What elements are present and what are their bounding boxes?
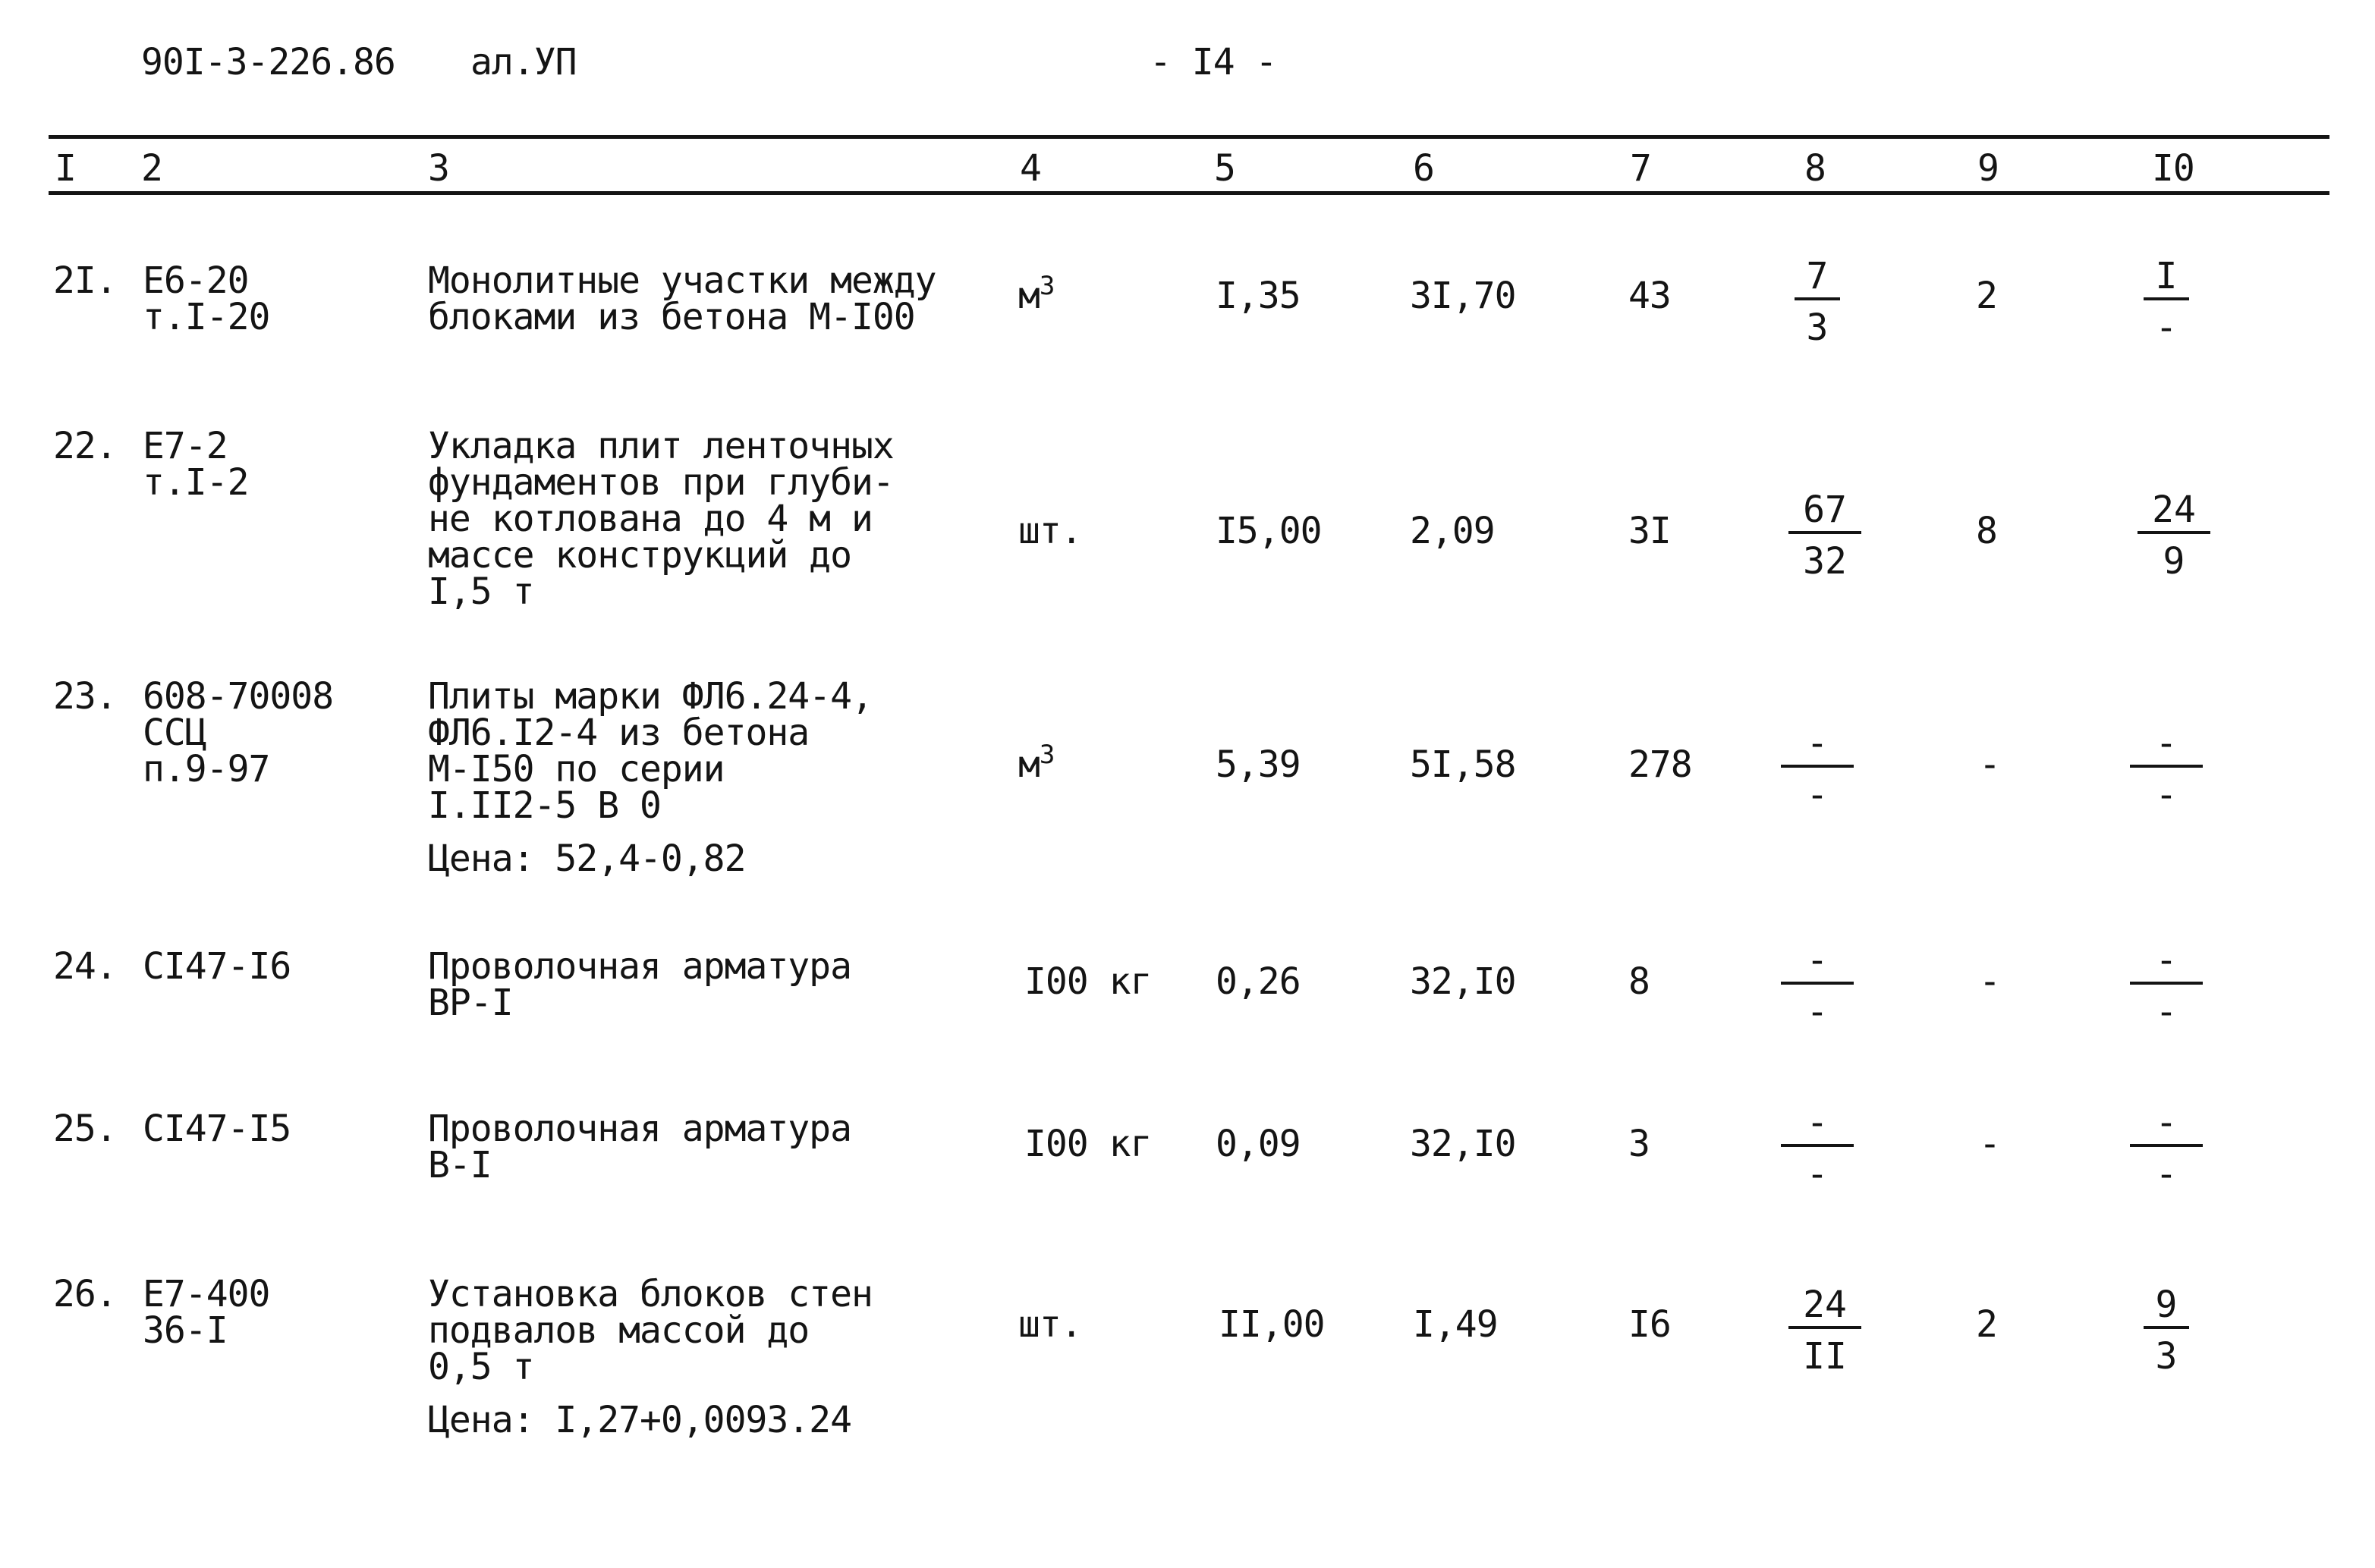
row-number: 2I.: [53, 259, 117, 302]
fraction-bar: [2130, 765, 2203, 768]
unit-cost: 32,I0: [1410, 1123, 1516, 1165]
document-code: 90I-3-226.86: [141, 41, 395, 83]
col8-numerator: -: [1806, 722, 1829, 765]
col8-numerator: 7: [1806, 255, 1829, 297]
col9-value: 2: [1976, 275, 1997, 317]
col10-denominator: -: [2155, 991, 2178, 1033]
norm-code: E7-2 т.I-2: [143, 425, 249, 504]
col9-value: 8: [1976, 510, 1997, 552]
column-header-3: 3: [428, 147, 449, 190]
fraction-bar: [1781, 982, 1854, 985]
col10-denominator: 9: [2163, 540, 2185, 583]
fraction-bar: [1788, 1326, 1861, 1329]
work-description: Укладка плит ленточных фундаментов при глуби- не котлована до 4 м и массе конструкций до I,5 т: [428, 425, 894, 613]
quantity: I5,00: [1216, 510, 1322, 552]
norm-code: E7-400 36-I: [143, 1273, 270, 1352]
col8-fraction: [1768, 1101, 1867, 1196]
unit: шт.: [1018, 510, 1082, 552]
quantity: I,35: [1216, 275, 1301, 317]
col8-fraction: [1776, 1284, 1874, 1378]
column-header-10: I0: [2152, 147, 2194, 190]
table-top-rule: [49, 135, 2329, 139]
col8-denominator: 32: [1803, 540, 1847, 583]
column-header-7: 7: [1630, 147, 1651, 190]
col10-numerator: -: [2155, 722, 2178, 765]
unit: I00 кг: [1024, 1123, 1152, 1165]
col8-fraction: [1768, 939, 1867, 1033]
col8-fraction: [1776, 489, 1874, 583]
work-description: Монолитные участки между блоками из бетона М-I00: [428, 259, 936, 338]
col10-numerator: 9: [2155, 1284, 2178, 1326]
col10-denominator: -: [2155, 1153, 2178, 1196]
work-description: Проволочная арматура В-I: [428, 1108, 851, 1186]
total-cost: 43: [1628, 275, 1671, 317]
col8-numerator: -: [1806, 939, 1829, 982]
unit: I00 кг: [1024, 960, 1152, 1003]
quantity: 5,39: [1216, 743, 1301, 786]
norm-code: CI47-I5: [143, 1108, 291, 1150]
row-number: 22.: [53, 425, 117, 467]
work-description: Проволочная арматура ВР-I: [428, 945, 851, 1024]
row-number: 26.: [53, 1273, 117, 1315]
col10-numerator: -: [2155, 1101, 2178, 1144]
unit: $м^3$: [1018, 740, 1055, 786]
col10-numerator: I: [2155, 255, 2178, 297]
col8-numerator: -: [1806, 1101, 1829, 1144]
column-header-1: I: [55, 147, 76, 190]
fraction-bar: [2144, 1326, 2189, 1329]
unit-cost: I,49: [1413, 1303, 1498, 1346]
col8-numerator: 67: [1803, 489, 1847, 531]
col10-fraction: [2117, 722, 2216, 816]
column-header-6: 6: [1413, 147, 1434, 190]
col10-numerator: -: [2155, 939, 2178, 982]
total-cost: 3I: [1628, 510, 1671, 552]
quantity: 0,26: [1216, 960, 1301, 1003]
col8-fraction: [1768, 255, 1867, 349]
fraction-bar: [1781, 1144, 1854, 1147]
fraction-bar: [2130, 1144, 2203, 1147]
column-header-5: 5: [1214, 147, 1235, 190]
col10-denominator: -: [2155, 306, 2178, 349]
col9-value: 2: [1976, 1303, 1997, 1346]
table-header-rule: [49, 191, 2329, 195]
total-cost: 278: [1628, 743, 1692, 786]
column-header-4: 4: [1020, 147, 1041, 190]
col8-denominator: II: [1803, 1335, 1847, 1378]
unit-cost: 3I,70: [1410, 275, 1516, 317]
fraction-bar: [2130, 982, 2203, 985]
fraction-bar: [1795, 297, 1840, 300]
col10-fraction: [2125, 489, 2223, 583]
col10-fraction: [2117, 939, 2216, 1033]
unit-cost: 32,I0: [1410, 960, 1516, 1003]
unit: шт.: [1018, 1303, 1082, 1346]
unit-cost: 5I,58: [1410, 743, 1516, 786]
total-cost: 8: [1628, 960, 1650, 1003]
row-number: 24.: [53, 945, 117, 988]
column-header-2: 2: [141, 147, 162, 190]
norm-code: E6-20 т.I-20: [143, 259, 270, 338]
unit: $м^3$: [1018, 271, 1055, 317]
quantity: 0,09: [1216, 1123, 1301, 1165]
fraction-bar: [2138, 531, 2210, 534]
col8-denominator: -: [1806, 774, 1829, 816]
col8-fraction: [1768, 722, 1867, 816]
col8-denominator: -: [1806, 1153, 1829, 1196]
norm-code: 608-70008 ССЦ п.9-97: [143, 675, 334, 790]
column-header-8: 8: [1804, 147, 1826, 190]
col8-numerator: 24: [1803, 1284, 1847, 1326]
col10-numerator: 24: [2152, 489, 2196, 531]
row-number: 25.: [53, 1108, 117, 1150]
fraction-bar: [1781, 765, 1854, 768]
fraction-bar: [2144, 297, 2189, 300]
unit-cost: 2,09: [1410, 510, 1495, 552]
total-cost: 3: [1628, 1123, 1650, 1165]
price-note: Цена: I,27+0,0093.24: [428, 1399, 851, 1441]
col10-fraction: [2117, 1101, 2216, 1196]
col8-denominator: 3: [1806, 306, 1829, 349]
total-cost: I6: [1628, 1303, 1671, 1346]
col10-denominator: 3: [2155, 1335, 2178, 1378]
col9-value: -: [1979, 743, 2000, 786]
work-description: Плиты марки ФЛ6.24-4, ФЛ6.I2-4 из бетона М-I50 по серии I.II2-5 В 0: [428, 675, 873, 827]
album-label: ал.УП: [470, 41, 577, 83]
norm-code: CI47-I6: [143, 945, 291, 988]
fraction-bar: [1788, 531, 1861, 534]
column-header-9: 9: [1977, 147, 1999, 190]
col8-denominator: -: [1806, 991, 1829, 1033]
page-number: - I4 -: [1150, 41, 1277, 83]
quantity: II,00: [1219, 1303, 1325, 1346]
work-description: Установка блоков стен подвалов массой до 0,5 т: [428, 1273, 873, 1388]
col10-fraction: [2117, 255, 2216, 349]
col9-value: -: [1979, 960, 2000, 1003]
price-note: Цена: 52,4-0,82: [428, 837, 746, 880]
col10-denominator: -: [2155, 774, 2178, 816]
row-number: 23.: [53, 675, 117, 718]
col9-value: -: [1979, 1123, 2000, 1165]
col10-fraction: [2117, 1284, 2216, 1378]
